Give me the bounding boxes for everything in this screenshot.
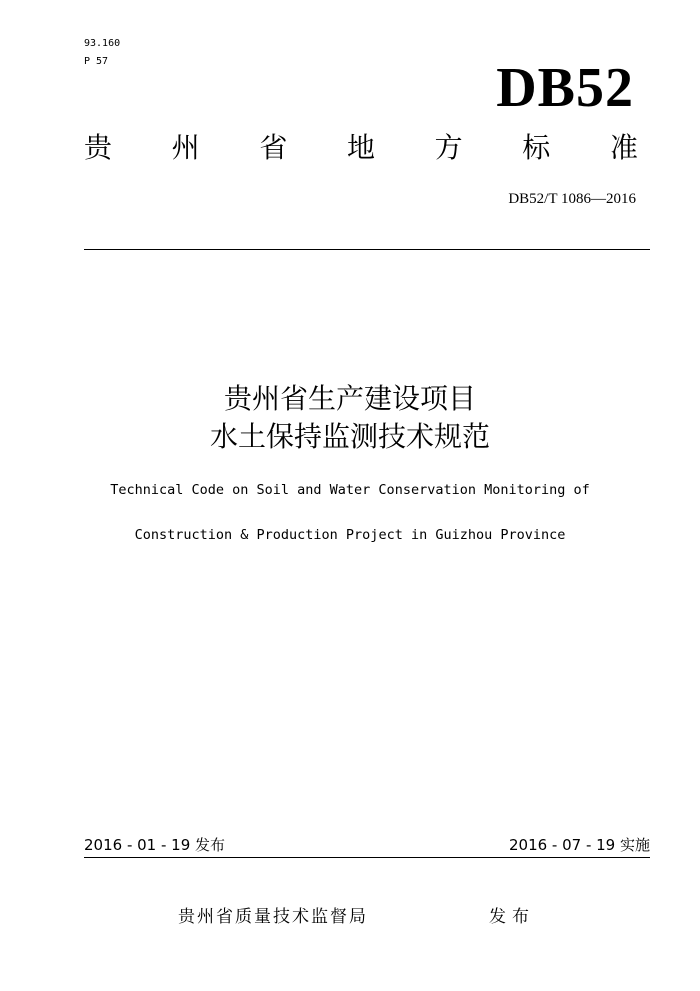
standard-type-char: 标 (522, 131, 551, 164)
standard-type-char: 贵 (84, 131, 113, 164)
implement-date: 2016 - 07 - 19 实施 (508, 836, 650, 854)
issuer-name: 贵州省质量技术监督局 (178, 907, 368, 927)
top-divider (84, 249, 650, 250)
issue-word: 发布 (489, 907, 535, 927)
standard-type-char: 准 (609, 131, 638, 164)
ccs-code: P 57 (84, 56, 109, 67)
standard-mark: DB52 (496, 57, 634, 119)
standard-type-char: 省 (259, 131, 288, 164)
issue-date: 2016 - 01 - 19 发布 (84, 836, 226, 854)
ics-code: 93.160 (84, 38, 121, 49)
bottom-divider (84, 857, 650, 858)
standard-type-char: 州 (171, 131, 200, 164)
standard-number: DB52/T 1086—2016 (508, 191, 636, 207)
title-cn-line1: 贵州省生产建设项目 (223, 382, 476, 415)
standard-type-char: 方 (434, 131, 463, 164)
title-en-line1: Technical Code on Soil and Water Conservation Monitoring of (110, 482, 590, 498)
dates-row (84, 838, 650, 853)
title-chinese (0, 380, 700, 456)
standard-type-char: 地 (346, 131, 375, 164)
title-en-line2: Construction & Production Project in Guizhou Province (134, 527, 566, 543)
standard-type (84, 131, 638, 164)
title-cn-line2: 水土保持监测技术规范 (209, 420, 490, 453)
